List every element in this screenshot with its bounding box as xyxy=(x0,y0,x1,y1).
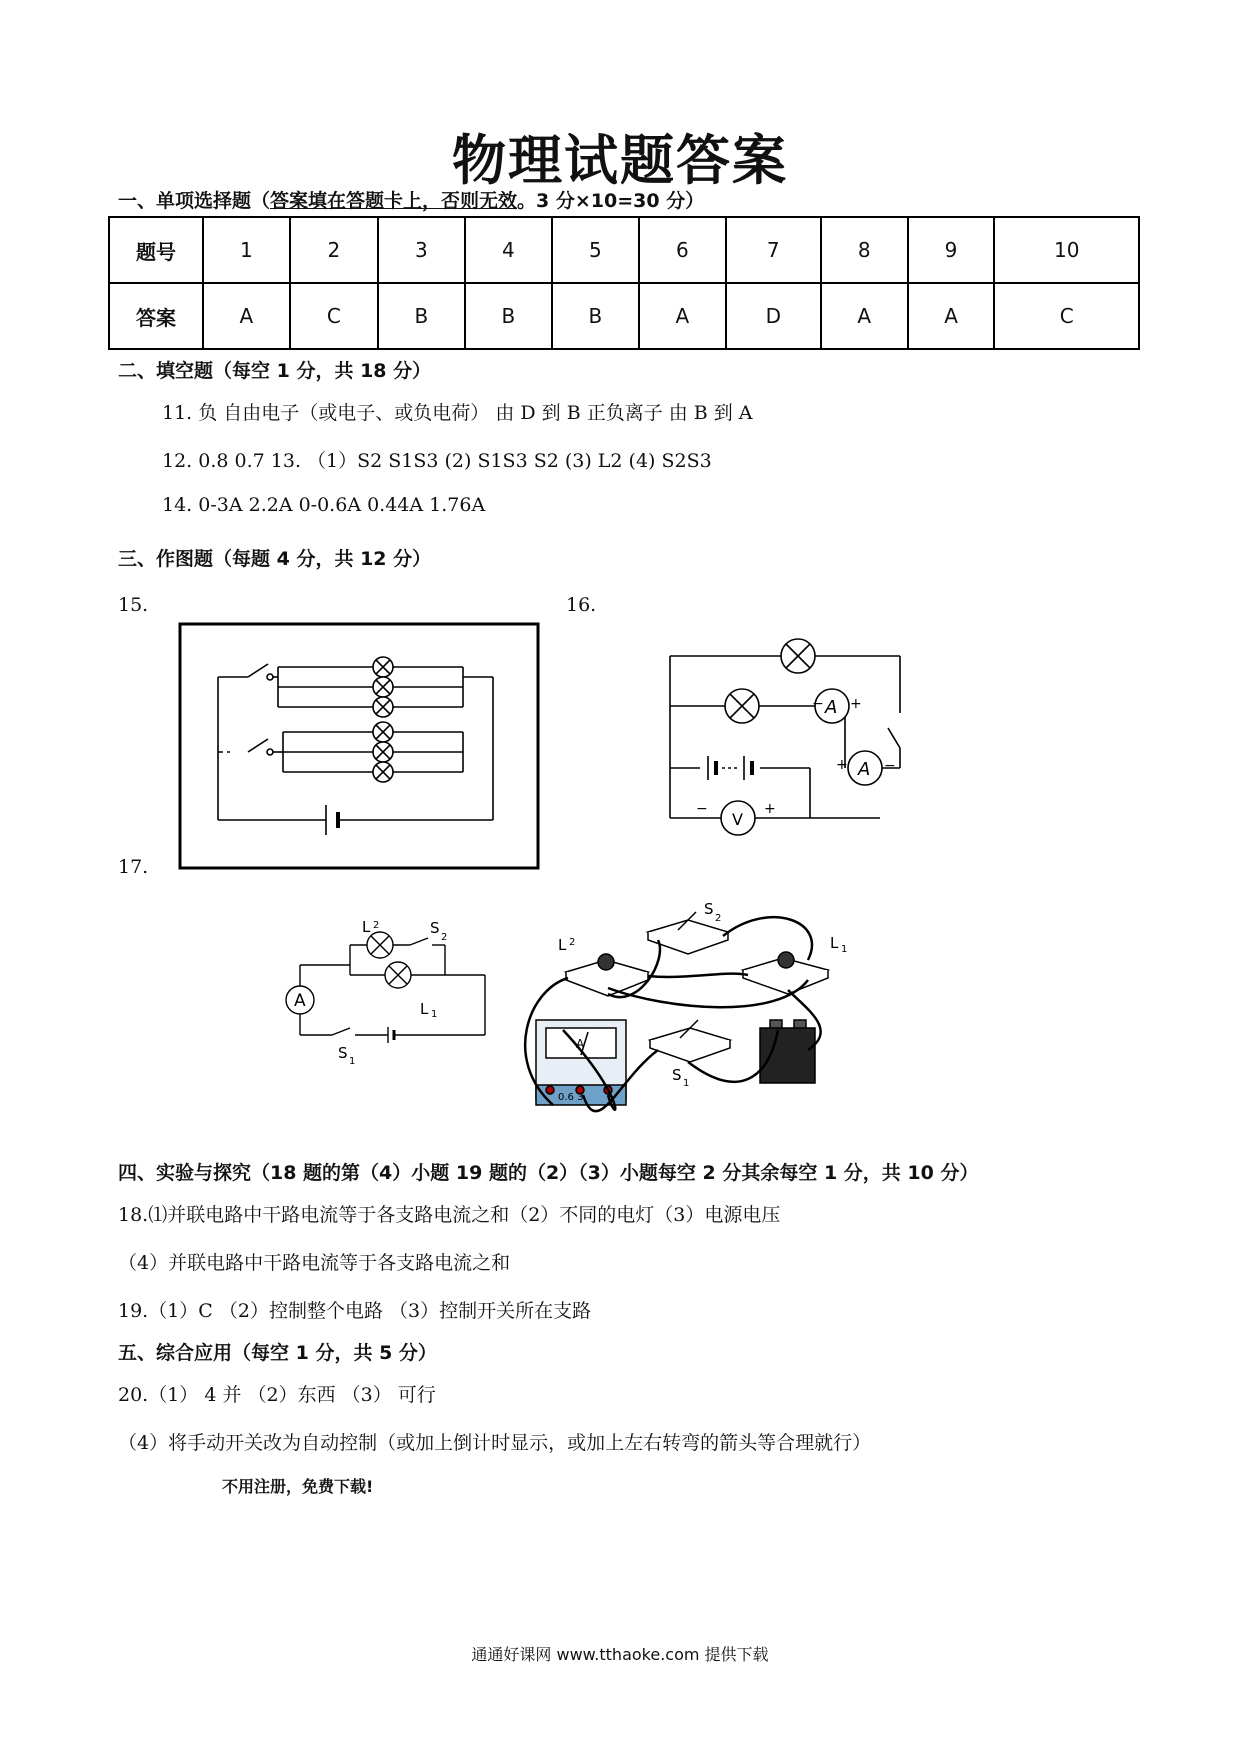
plus-sign: + xyxy=(764,801,776,817)
section3-heading: 三、作图题（每题 4 分，共 12 分） xyxy=(118,548,432,570)
question-number: 9 xyxy=(908,217,995,283)
section1-heading-prefix: 一、单项选择题（ xyxy=(118,190,271,212)
meter-scale-label: 0.6 3 xyxy=(558,1092,584,1103)
section1-heading-suffix: 。3 分×10=30 分） xyxy=(517,190,705,212)
lamp-icon xyxy=(373,742,393,762)
answer-line-12-13: 12. 0.8 0.7 13. （1）S2 S1S3 (2) S1S3 S2 (3) L2 (4) S2S3 xyxy=(162,450,712,472)
question-16-label: 16. xyxy=(566,594,597,616)
question-number: 6 xyxy=(639,217,726,283)
question-number: 3 xyxy=(378,217,465,283)
lamp-icon xyxy=(367,932,393,958)
circuit-diagram-17-schematic xyxy=(270,920,500,1070)
plus-sign: + xyxy=(850,696,862,712)
switch-s2-label: S xyxy=(430,920,440,937)
voltmeter-label: V xyxy=(732,810,743,829)
question-number: 4 xyxy=(465,217,552,283)
footer-text: 通通好课网 www.tthaoke.com 提供下载 xyxy=(471,1645,769,1664)
answer-line-19: 19.（1）C （2）控制整个电路 （3）控制开关所在支路 xyxy=(118,1300,592,1322)
lamp-icon xyxy=(373,722,393,742)
answer-table xyxy=(108,216,1140,350)
switch-s2-subscript: 2 xyxy=(715,913,722,924)
lamp-l1-subscript: 1 xyxy=(431,1009,438,1020)
lamp-l2-label: L xyxy=(362,920,371,936)
plus-sign: + xyxy=(836,757,848,773)
section5-heading: 五、综合应用（每空 1 分，共 5 分） xyxy=(118,1342,437,1364)
question-number: 2 xyxy=(290,217,378,283)
answer-cell: A xyxy=(908,283,995,349)
lamp-icon xyxy=(373,657,393,677)
answer-line-14: 14. 0-3A 2.2A 0-0.6A 0.44A 1.76A xyxy=(162,494,486,516)
answer-cell: C xyxy=(290,283,378,349)
lamp-l2-subscript: 2 xyxy=(373,920,380,931)
question-15-label: 15. xyxy=(118,594,149,616)
answer-cell: A xyxy=(639,283,726,349)
ammeter-label: A xyxy=(825,697,838,718)
download-note: 不用注册，免费下载! xyxy=(222,1477,374,1496)
meter-face-label: A xyxy=(576,1037,585,1051)
ammeter-label: A xyxy=(858,759,871,780)
row-label-number: 题号 xyxy=(109,217,203,283)
question-number: 8 xyxy=(821,217,908,283)
answer-line-20b: （4）将手动开关改为自动控制（或加上倒计时显示，或加上左右转弯的箭头等合理就行） xyxy=(118,1432,872,1454)
lamp-l1-label: L xyxy=(830,934,839,952)
minus-sign: − xyxy=(696,801,708,817)
answer-line-18a: 18.⑴并联电路中干路电流等于各支路电流之和（2）不同的电灯（3）电源电压 xyxy=(118,1204,781,1226)
lamp-icon xyxy=(373,697,393,717)
question-17-label: 17. xyxy=(118,856,149,878)
battery-icon xyxy=(760,1028,815,1083)
lamp-l1-label: L xyxy=(420,1000,429,1018)
switch-s1-subscript: 1 xyxy=(349,1056,356,1067)
switch-s1-subscript: 1 xyxy=(683,1078,690,1089)
answer-cell: A xyxy=(203,283,290,349)
answer-cell: D xyxy=(726,283,821,349)
circuit-diagram-16 xyxy=(660,628,945,843)
page-title: 物理试题答案 xyxy=(452,129,788,192)
answer-cell: B xyxy=(465,283,552,349)
circuit-diagram-17-physical xyxy=(508,900,908,1130)
lamp-icon xyxy=(781,639,815,673)
circuit-diagram-15 xyxy=(178,622,542,872)
switch-s2-subscript: 2 xyxy=(441,932,448,943)
minus-sign: − xyxy=(812,696,824,712)
lamp-icon xyxy=(373,762,393,782)
lamp-l2-label: L xyxy=(558,936,567,954)
ammeter-label: A xyxy=(294,991,306,1011)
minus-sign: − xyxy=(884,758,896,774)
question-number: 7 xyxy=(726,217,821,283)
answer-line-18b: （4）并联电路中干路电流等于各支路电流之和 xyxy=(118,1252,511,1274)
answer-line-20a: 20.（1） 4 并 （2）东西 （3） 可行 xyxy=(118,1384,436,1406)
switch-s2-label: S xyxy=(704,900,714,918)
section1-heading xyxy=(118,186,704,213)
table-row-numbers xyxy=(109,217,1139,283)
section4-heading: 四、实验与探究（18 题的第（4）小题 19 题的（2）（3）小题每空 2 分其余每空 1 分，共 10 分） xyxy=(118,1162,979,1184)
question-number: 1 xyxy=(203,217,290,283)
question-number: 5 xyxy=(552,217,639,283)
switch-s1-label: S xyxy=(672,1066,682,1084)
table-row-answers xyxy=(109,283,1139,349)
section1-heading-underlined: 答案填在答题卡上，否则无效 xyxy=(270,190,518,212)
question-number: 10 xyxy=(994,217,1139,283)
answer-cell: B xyxy=(552,283,639,349)
answer-cell: C xyxy=(994,283,1139,349)
lamp-l1-subscript: 1 xyxy=(841,944,848,955)
answer-cell: B xyxy=(378,283,465,349)
answer-cell: A xyxy=(821,283,908,349)
section2-heading: 二、填空题（每空 1 分，共 18 分） xyxy=(118,360,432,382)
row-label-answer: 答案 xyxy=(109,283,203,349)
lamp-icon xyxy=(385,962,411,988)
switch-s1-label: S xyxy=(338,1044,348,1062)
lamp-l2-subscript: 2 xyxy=(569,937,576,948)
lamp-icon xyxy=(373,677,393,697)
answer-line-11: 11. 负 自由电子（或电子、或负电荷） 由 D 到 B 正负离子 由 B 到 A xyxy=(162,402,753,424)
lamp-icon xyxy=(725,689,759,723)
